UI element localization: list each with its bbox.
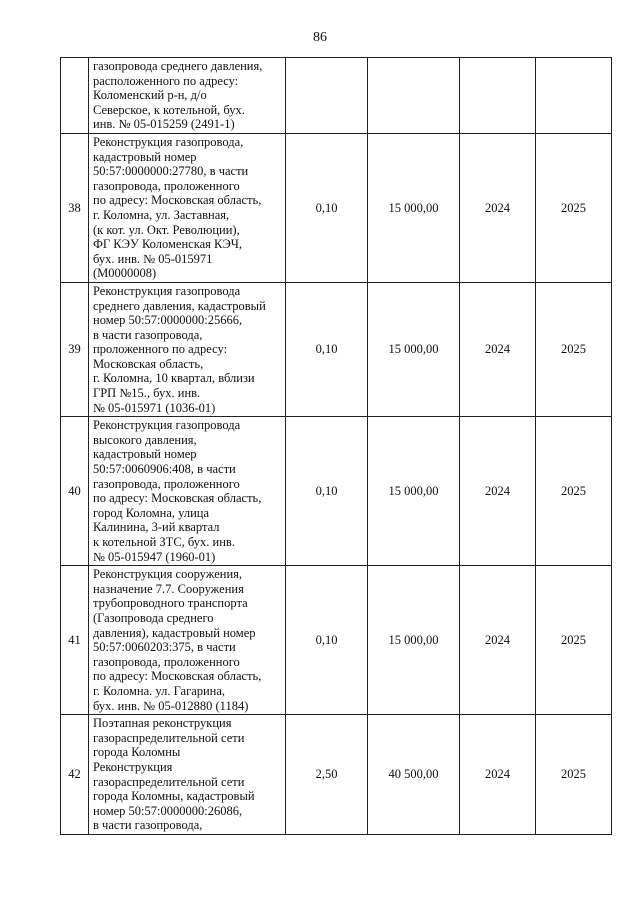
row-start-year: 2024 xyxy=(460,566,536,715)
table-row xyxy=(61,417,612,566)
row-start-year: 2024 xyxy=(460,715,536,835)
row-description: Реконструкция газопровода высокого давления, кадастровый номер 50:57:0060906:408, в части газопровода, проложенного по адресу: Московская область, город Коломна, улица Калинина, 3-ий квартал к котельной ЗТС, бух. инв. № 05-015947 (1960-01) xyxy=(89,417,286,566)
row-description: Реконструкция газопровода, кадастровый номер 50:57:0000000:27780, в части газопровода, проложенного по адресу: Московская область, г. Коломна, ул. Заставная, (к кот. ул. Окт. Революции), ФГ КЭУ Коломенская КЭЧ, бух. инв. № 05-015971 (М0000008) xyxy=(89,133,286,282)
row-length: 2,50 xyxy=(286,715,368,835)
row-description: газопровода среднего давления, расположенного по адресу: Коломенский р-н, д/о Северское, к котельной, бух. инв. № 05-015259 (2491-1) xyxy=(89,58,286,134)
table-row xyxy=(61,58,612,134)
row-cost xyxy=(368,58,460,134)
row-start-year: 2024 xyxy=(460,133,536,282)
table-row xyxy=(61,715,612,835)
row-length: 0,10 xyxy=(286,133,368,282)
row-number: 42 xyxy=(61,715,89,835)
row-cost: 15 000,00 xyxy=(368,566,460,715)
row-start-year: 2024 xyxy=(460,417,536,566)
row-cost: 15 000,00 xyxy=(368,133,460,282)
row-cost: 40 500,00 xyxy=(368,715,460,835)
row-length xyxy=(286,58,368,134)
row-number: 39 xyxy=(61,282,89,416)
row-number: 41 xyxy=(61,566,89,715)
row-start-year xyxy=(460,58,536,134)
table-body xyxy=(61,58,612,835)
row-description: Поэтапная реконструкция газораспределительной сети города Коломны Реконструкция газораспределительной сети города Коломны, кадастровый номер 50:57:0000000:26086, в части газопровода, xyxy=(89,715,286,835)
row-description: Реконструкция газопровода среднего давления, кадастровый номер 50:57:0000000:25666, в части газопровода, проложенного по адресу: Московская область, г. Коломна, 10 квартал, вблизи ГРП №15., бух. инв. № 05-015971 (1036-01) xyxy=(89,282,286,416)
row-end-year: 2025 xyxy=(536,566,612,715)
row-cost: 15 000,00 xyxy=(368,282,460,416)
row-number: 40 xyxy=(61,417,89,566)
page-number: 86 xyxy=(313,30,327,45)
row-length: 0,10 xyxy=(286,282,368,416)
row-cost: 15 000,00 xyxy=(368,417,460,566)
investment-table xyxy=(60,57,612,835)
table-row xyxy=(61,566,612,715)
row-number xyxy=(61,58,89,134)
row-end-year: 2025 xyxy=(536,715,612,835)
row-number: 38 xyxy=(61,133,89,282)
row-end-year xyxy=(536,58,612,134)
row-start-year: 2024 xyxy=(460,282,536,416)
row-description: Реконструкция сооружения, назначение 7.7. Сооружения трубопроводного транспорта (Газопровода среднего давления), кадастровый номер 50:57:0060203:375, в части газопровода, проложенного по адресу: Московская область, г. Коломна. ул. Гагарина, бух. инв. № 05-012880 (1184) xyxy=(89,566,286,715)
row-end-year: 2025 xyxy=(536,133,612,282)
table-row xyxy=(61,133,612,282)
row-length: 0,10 xyxy=(286,417,368,566)
row-end-year: 2025 xyxy=(536,282,612,416)
table-row xyxy=(61,282,612,416)
row-end-year: 2025 xyxy=(536,417,612,566)
row-length: 0,10 xyxy=(286,566,368,715)
